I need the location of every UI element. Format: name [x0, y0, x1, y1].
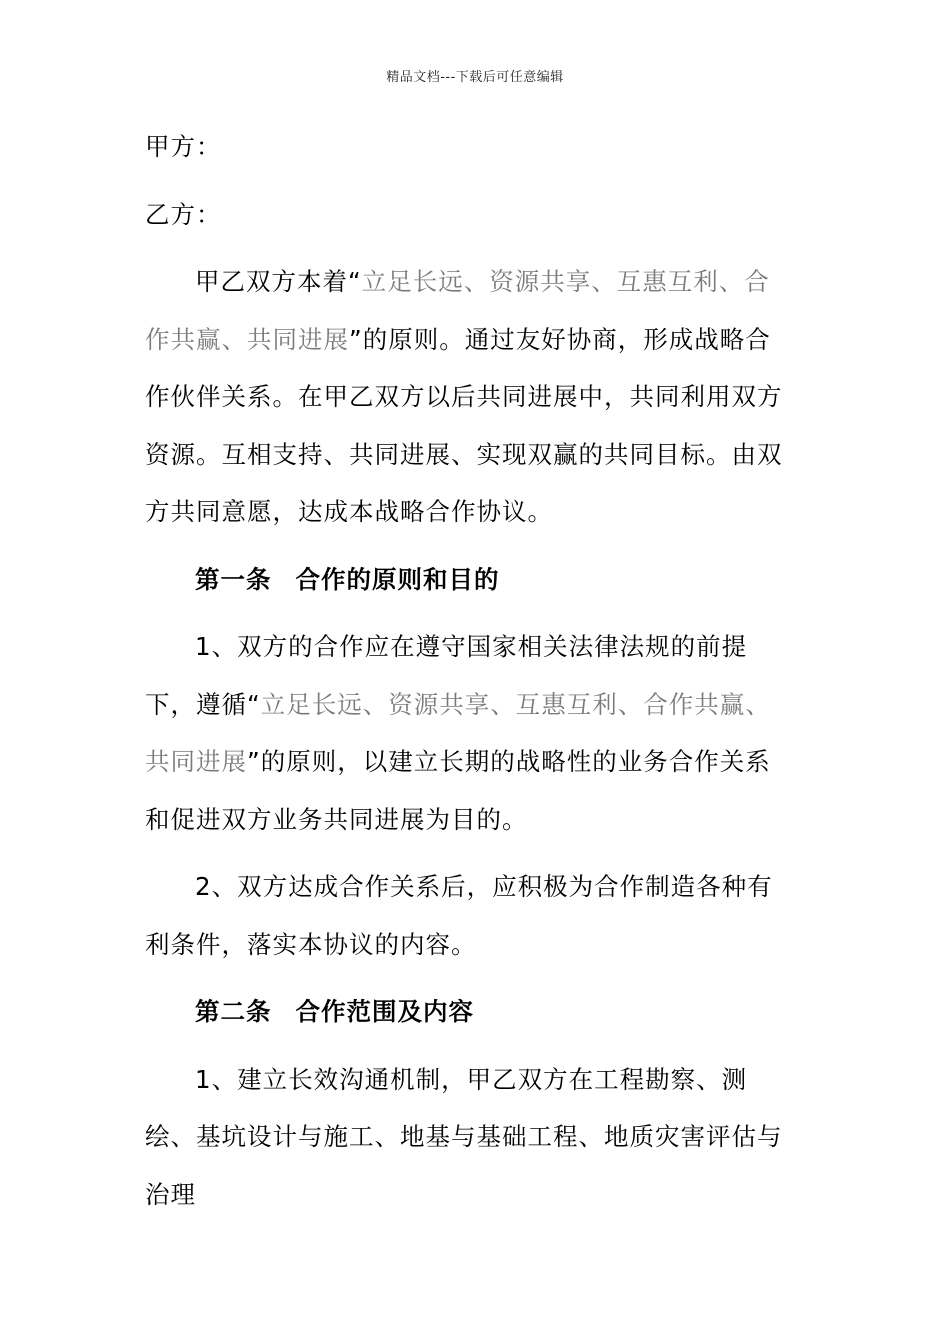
article-2-item-1: 1、建立长效沟通机制，甲乙双方在工程勘察、测绘、基坑设计与施工、地基与基础工程、地质灾害评估与治理 — [145, 1064, 783, 1209]
article-1-principle-highlight: 立足长远、资源共享、互惠互利、合作共赢、共同进展 — [145, 689, 771, 776]
header-note: 精品文档---下载后可任意编辑 — [386, 70, 564, 85]
article-2-heading — [145, 983, 795, 1041]
article-1-item-1-start: 1、双方的合作应在遵守国家相关法律法规的前提下，遵循“ — [145, 632, 748, 719]
intro-principle-highlight: 立足长远、资源共享、互惠互利、合作共赢、共同进展 — [145, 267, 770, 354]
article-2-title: 合作范围及内容 — [295, 997, 474, 1026]
article-1-number: 第一条 — [195, 564, 272, 594]
article-1-item-2: 2、双方达成合作关系后，应积极为合作制造各种有利条件，落实本协议的内容。 — [145, 872, 773, 959]
intro-paragraph — [145, 253, 795, 541]
article-1-item-1 — [145, 618, 795, 848]
article-1-title: 合作的原则和目的 — [295, 564, 500, 594]
article-1-heading — [145, 551, 795, 609]
intro-text-end: ”的原则。通过友好协商，形成战略合作伙伴关系。在甲乙双方以后共同进展中，共同利用双方资源。互相支持、共同进展、实现双赢的共同目标。由双方共同意愿，达成本战略合作协议。 — [145, 324, 783, 526]
party-a-label: 甲方： — [145, 132, 222, 161]
article-1-item-1-end: ”的原则，以建立长期的战略性的业务合作关系和促进双方业务共同进展为目的。 — [145, 747, 771, 834]
article-2-number: 第二条 — [195, 997, 272, 1026]
intro-text-start: 甲乙双方本着“ — [195, 267, 362, 296]
party-b-label: 乙方： — [145, 199, 222, 229]
document-body — [145, 118, 795, 1233]
